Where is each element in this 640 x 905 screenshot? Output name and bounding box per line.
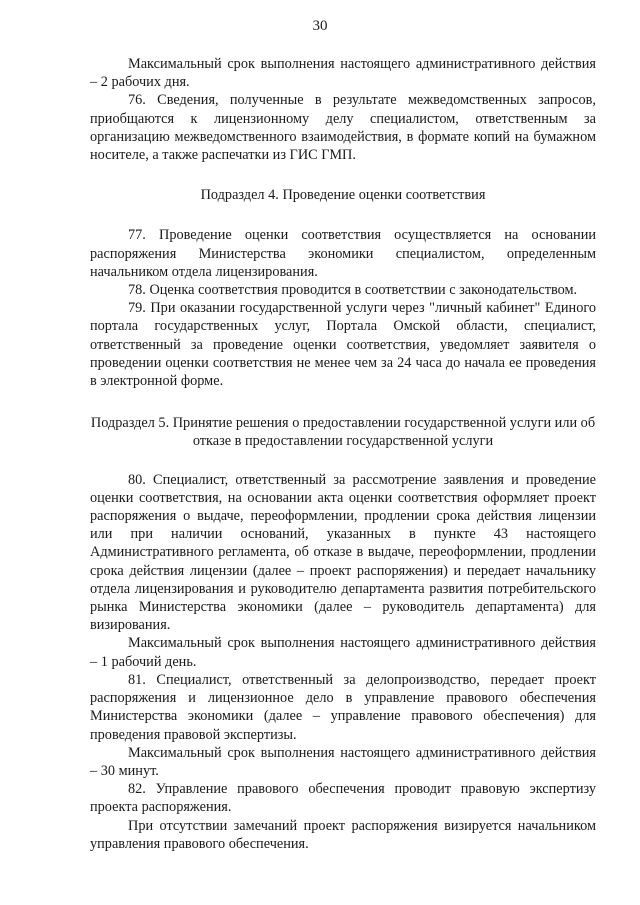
paragraph-75-term: Максимальный срок выполнения настоящего административного действия – 2 рабочих дня. xyxy=(90,56,596,91)
subsection-4-heading: Подраздел 4. Проведение оценки соответствия xyxy=(200,187,486,204)
paragraph-80-term: Максимальный срок выполнения настоящего административного действия – 1 рабочий день. xyxy=(90,635,596,670)
subsection-5-heading: Подраздел 5. Принятие решения о предоставлении государственной услуги или об отказе в предоставлении государственной услуги xyxy=(90,415,596,450)
page-number: 30 xyxy=(312,18,328,34)
paragraph-81-term: Максимальный срок выполнения настоящего административного действия – 30 минут. xyxy=(90,744,596,779)
paragraph-80: 80. Специалист, ответственный за рассмотрение заявления и проведение оценки соответствия, на основании акта оценки соответствия оформляет проект распоряжения о выдаче, переоформлении, продлении срока действия лицензии или при наличии оснований, указанных в пункте 43 настоящего Административного регламента, об отказе в выдаче, переоформлении, продлении срока действия лицензии (далее – проект распоряжения) и передает начальнику отдела лицензирования и руководителю департамента развития потребительского рынка Министерства экономики (далее – руководитель департамента) для визирования. xyxy=(90,471,596,634)
paragraph-82-note: При отсутствии замечаний проект распоряжения визируется начальником управления правового обеспечения. xyxy=(90,817,596,852)
paragraph-79: 79. При оказании государственной услуги через "личный кабинет" Единого портала государственных услуг, Портала Омской области, специалист, ответственный за проведение оценки соответствия, уведомляет заявителя о проведении оценки соответствия не менее чем за 24 часа до начала ее проведения в электронной форме. xyxy=(90,300,596,390)
paragraph-82: 82. Управление правового обеспечения проводит правовую экспертизу проекта распоряжения. xyxy=(90,781,596,816)
paragraph-81: 81. Специалист, ответственный за делопроизводство, передает проект распоряжения и лицензионное дело в управление правового обеспечения Министерства экономики (далее – управление правового обеспечения) для проведения правовой экспертизы. xyxy=(90,671,596,743)
paragraph-78: 78. Оценка соответствия проводится в соответствии с законодательством. xyxy=(128,282,578,299)
paragraph-77: 77. Проведение оценки соответствия осуществляется на основании распоряжения Министерства экономики специалистом, определенным начальником отдела лицензирования. xyxy=(90,227,596,280)
document-body xyxy=(90,55,596,853)
paragraph-76: 76. Сведения, полученные в результате межведомственных запросов, приобщаются к лицензионному делу специалистом, ответственным за организацию межведомственного взаимодействия, в формате копий на бумажном носителе, а также распечатки из ГИС ГМП. xyxy=(90,92,596,164)
